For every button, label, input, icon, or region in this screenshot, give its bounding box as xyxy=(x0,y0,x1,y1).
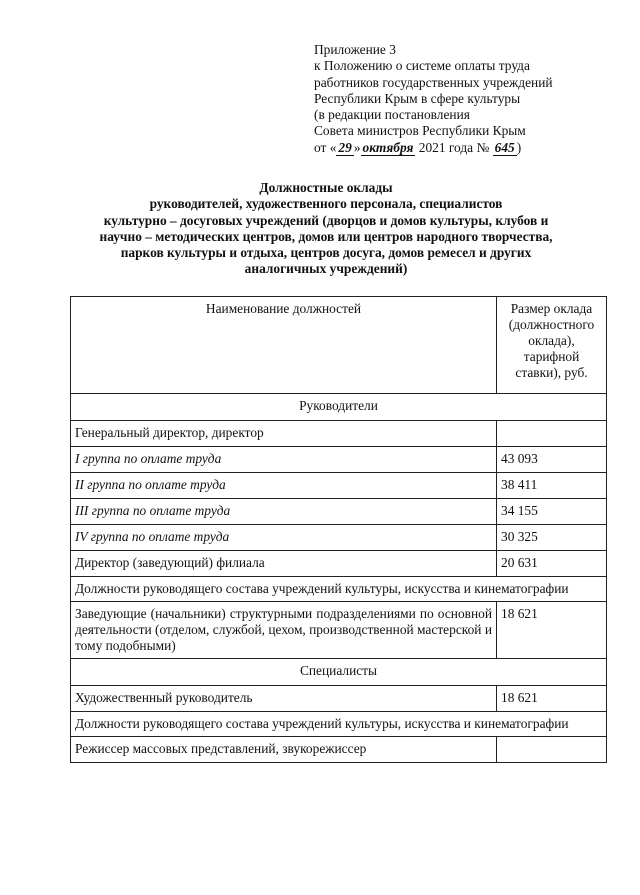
appendix-line: Республики Крым в сфере культуры xyxy=(314,90,521,106)
appendix-line: к Положению о системе оплаты труда xyxy=(314,58,530,74)
table-row xyxy=(71,421,607,447)
section-leadership-staff: Должности руководящего состава учреждений культуры, искусства и кинематографии xyxy=(71,577,607,602)
salary-table xyxy=(70,296,607,763)
position-name: Художественный руководитель xyxy=(71,686,497,712)
appendix-line: Совета министров Республики Крым xyxy=(314,123,526,139)
table-row xyxy=(71,499,607,525)
document-heading xyxy=(56,180,596,278)
position-name: IV группа по оплате труда xyxy=(71,525,497,551)
position-name: Директор (заведующий) филиала xyxy=(71,551,497,577)
appendix-line: (в редакции постановления xyxy=(314,107,470,123)
heading-line: аналогичных учреждений) xyxy=(244,261,408,277)
handwritten-month: октября xyxy=(362,139,414,155)
position-name: III группа по оплате труда xyxy=(71,499,497,525)
position-name: I группа по оплате труда xyxy=(71,447,497,473)
table-row xyxy=(71,737,607,763)
heading-line: культурно – досуговых учреждений (дворцов и домов культуры, клубов и xyxy=(103,212,549,228)
position-name: Режиссер массовых представлений, звукорежиссер xyxy=(71,737,497,763)
table-row xyxy=(71,447,607,473)
salary-value: 20 631 xyxy=(497,551,607,577)
salary-value xyxy=(497,737,607,763)
section-row xyxy=(71,712,607,737)
table-row xyxy=(71,686,607,712)
section-row xyxy=(71,659,607,686)
table-row xyxy=(71,473,607,499)
section-leadership-staff: Должности руководящего состава учреждений культуры, искусства и кинематографии xyxy=(71,712,607,737)
section-managers: Руководители xyxy=(71,394,607,421)
appendix-line: Приложение 3 xyxy=(314,42,396,57)
position-name: Генеральный директор, директор xyxy=(71,421,497,447)
salary-value: 18 621 xyxy=(497,602,607,659)
section-row xyxy=(71,577,607,602)
appendix-line: работников государственных учреждений xyxy=(314,74,553,90)
salary-value: 38 411 xyxy=(497,473,607,499)
section-specialists: Специалисты xyxy=(71,659,607,686)
table-row xyxy=(71,525,607,551)
table-header-row xyxy=(71,297,607,394)
position-name: Заведующие (начальники) структурными подразделениями по основной деятельности (отделом, службой, цехом, производственной мастерской и тому подобными) xyxy=(71,602,497,659)
section-row xyxy=(71,394,607,421)
heading-line: научно – методических центров, домов или центров народного творчества, xyxy=(99,228,553,244)
table-row xyxy=(71,602,607,659)
handwritten-number: 645 xyxy=(494,139,515,155)
handwritten-day: 29 xyxy=(338,139,352,155)
heading-line: Должностные оклады xyxy=(259,180,393,195)
salary-value: 30 325 xyxy=(497,525,607,551)
table-row xyxy=(71,551,607,577)
position-name: II группа по оплате труда xyxy=(71,473,497,499)
header-salary-size: Размер оклада (должностного оклада), тарифной ставки), руб. xyxy=(497,297,607,394)
appendix-block xyxy=(314,42,614,156)
salary-value: 34 155 xyxy=(497,499,607,525)
salary-value: 18 621 xyxy=(497,686,607,712)
header-position-name: Наименование должностей xyxy=(71,297,497,394)
heading-line: парков культуры и отдыха, центров досуга, домов ремесел и других xyxy=(120,245,532,261)
salary-value xyxy=(497,421,607,447)
salary-value: 43 093 xyxy=(497,447,607,473)
heading-line: руководителей, художественного персонала, специалистов xyxy=(149,196,503,212)
resolution-date-line: от « 29 » октября 2021 года № 645 ) xyxy=(314,139,522,155)
